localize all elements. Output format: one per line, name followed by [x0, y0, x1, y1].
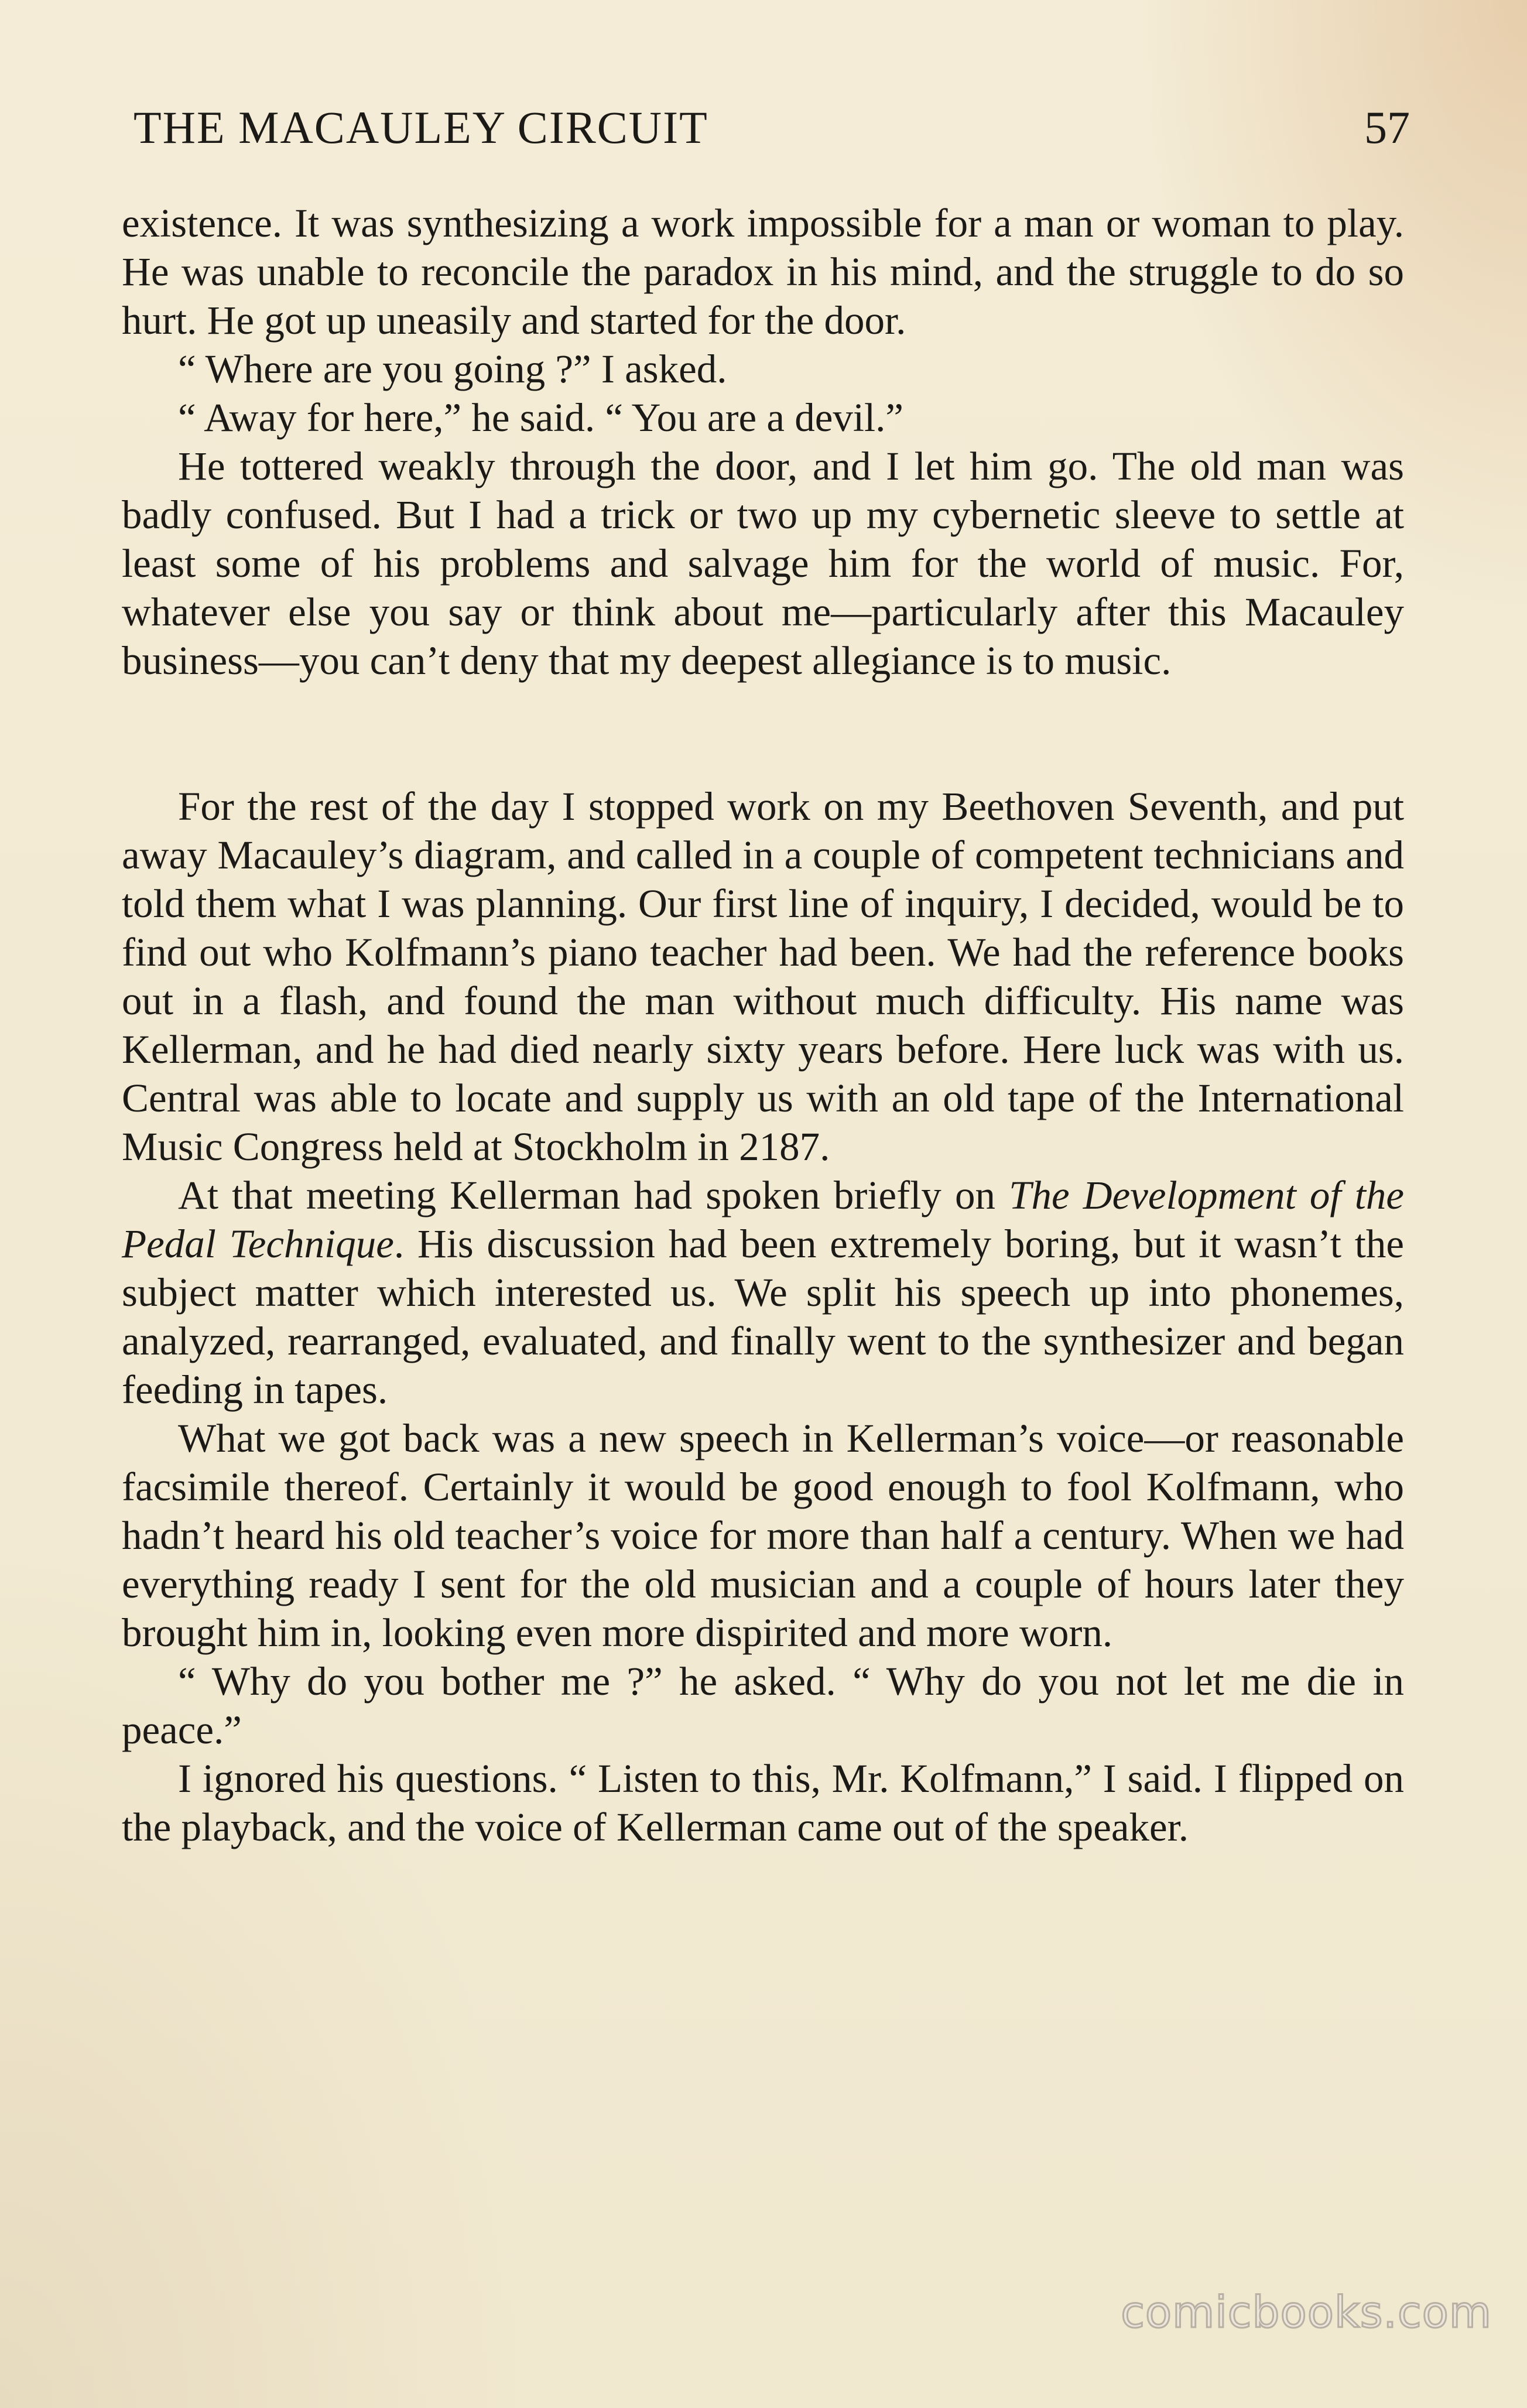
- body-text: [122, 199, 1404, 1852]
- watermark: comicbooks.com: [1121, 2287, 1492, 2338]
- running-title: THE MACAULEY CIRCUIT: [133, 102, 708, 153]
- page-number: 57: [1364, 102, 1410, 153]
- paragraph-2: “ Where are you going ?” I asked.: [178, 347, 727, 391]
- paragraph-3: “ Away for here,” he said. “ You are a devil.”: [178, 395, 904, 440]
- paragraph-8: “ Why do you bother me ?” he asked. “ Why do you not let me die in peace.”: [122, 1659, 1404, 1752]
- paragraph-9: I ignored his questions. “ Listen to this, Mr. Kolfmann,” I said. I flipped on the playback, and the voice of Kellerman came out of the speaker.: [122, 1756, 1404, 1849]
- paragraph-5: For the rest of the day I stopped work on my Beethoven Seventh, and put away Macauley’s diagram, and called in a couple of competent technicians and told them what I was planning. Our first line of inquiry, I decided, would be to find out who Kolfmann’s piano teacher had been. We had the reference books out in a flash, and found the man without much difficulty. His name was Kellerman, and he had died nearly sixty years before. Here luck was with us. Central was able to locate and supply us with an old tape of the International Music Congress held at Stockholm in 2187.: [122, 784, 1404, 1169]
- page-header: [133, 98, 1410, 157]
- paragraph-7: What we got back was a new speech in Kellerman’s voice—or reasonable facsimile thereof. Certainly it would be good enough to fool Kolfmann, who hadn’t heard his old teacher’s voice for more than half a century. When we had everything ready I sent for the old musician and a couple of hours later they brought him in, looking even more dispirited and more worn.: [122, 1416, 1404, 1655]
- paragraph-6: [122, 1171, 1404, 1414]
- paragraph-1: existence. It was synthesizing a work impossible for a man or woman to play. He was unable to reconcile the paradox in his mind, and the struggle to do so hurt. He got up uneasily and started for the door.: [122, 201, 1404, 343]
- paragraph-6-end: . His discussion had been extremely boring, but it wasn’t the subject matter which interested us. We split his speech up into phonemes, analyzed, rearranged, evaluated, and finally went to the synthesizer and began feeding in tapes.: [122, 1222, 1405, 1412]
- paragraph-4: He tottered weakly through the door, and I let him go. The old man was badly confused. But I had a trick or two up my cybernetic sleeve to settle at least some of his problems and salvage him for the world of music. For, whatever else you say or think about me—particularly after this Macauley business—you can’t deny that my deepest allegiance is to music.: [122, 444, 1404, 683]
- lecture-title: The Development of the Pedal Technique: [122, 1173, 1405, 1266]
- paragraph-6-start: At that meeting Kellerman had spoken briefly on: [178, 1173, 1009, 1217]
